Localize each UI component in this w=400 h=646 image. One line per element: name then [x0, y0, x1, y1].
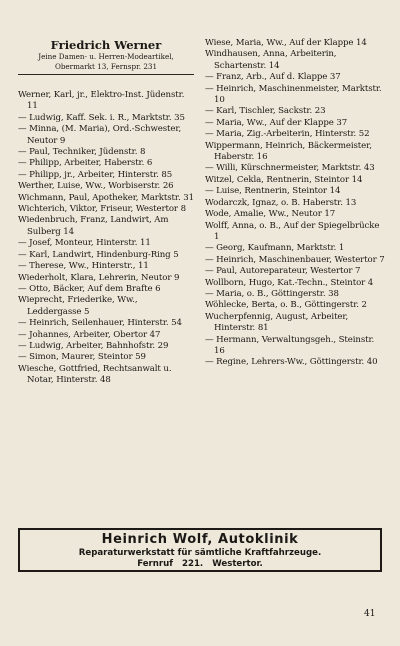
- right-column: [205, 38, 385, 369]
- directory-entry: Wolff, Anna, o. B., Auf der Spiegelbrücke 1: [205, 220, 380, 242]
- directory-entry: — Simon, Maurer, Steintor 59: [18, 352, 146, 363]
- directory-entry: — Regine, Lehrers-Ww., Göttingerstr. 40: [205, 357, 378, 368]
- directory-entry: Wode, Amalie, Ww., Neutor 17: [205, 209, 336, 220]
- directory-entry: Wodarczk, Ignaz, o. B. Haberstr. 13: [205, 197, 357, 208]
- directory-entry: — Maria, Ww., Auf der Klappe 37: [205, 117, 348, 128]
- directory-entry: Wiese, Maria, Ww., Auf der Klappe 14: [205, 38, 367, 48]
- directory-entry: Werther, Luise, Ww., Worbiserstr. 26: [18, 181, 174, 192]
- directory-entry: — Franz, Arb., Auf d. Klappe 37: [205, 72, 341, 83]
- directory-entry: — Heinrich, Seilenhauer, Hinterstr. 54: [18, 318, 182, 329]
- directory-entry: — Therese, Ww., Hinterstr., 11: [18, 261, 149, 272]
- directory-entry: — Georg, Kaufmann, Marktstr. 1: [205, 243, 345, 254]
- bottom-ad-line-2: [20, 559, 380, 570]
- directory-entry: — Karl, Tischler, Sackstr. 23: [205, 106, 326, 117]
- advertiser-line-1: Jeine Damen- u. Herren-Modeartikel,: [38, 52, 174, 61]
- directory-entry: — Hermann, Verwaltungsgeh., Steinstr. 16: [205, 334, 375, 356]
- directory-entry: Wucherpfennig, August, Arbeiter, Hinterstr. 81: [205, 311, 349, 334]
- directory-entry: — Karl, Landwirt, Hindenburg-Ring 5: [18, 249, 179, 260]
- directory-entry: Wöhlecke, Berta, o. B., Göttingerstr. 2: [205, 300, 367, 311]
- directory-entry: Wiesche, Gottfried, Rechtsanwalt u. Notar, Hinterstr. 48: [18, 363, 172, 386]
- directory-entry: — Heinrich, Maschinenmeister, Marktstr. 10: [205, 83, 382, 106]
- directory-entry: — Otto, Bäcker, Auf dem Brafte 6: [18, 283, 161, 294]
- directory-entry: — Ludwig, Kaff. Sek. i. R., Marktstr. 35: [18, 112, 185, 123]
- bottom-ad-address: Westertor.: [212, 559, 263, 569]
- page-number: 41: [364, 609, 376, 619]
- left-column: [18, 90, 194, 387]
- directory-entry: — Paul, Techniker, Jüdenstr. 8: [18, 147, 146, 158]
- directory-entry: Wippermann, Heinrich, Bäckermeister, Haberstr. 16: [205, 140, 372, 163]
- bottom-ad-title: Heinrich Wolf, Autoklinik: [101, 532, 299, 547]
- advertiser-name: Friedrich Werner: [50, 38, 162, 52]
- directory-entry: — Maria, Zig.-Arbeiterin, Hinterstr. 52: [205, 129, 370, 140]
- directory-entry: Wiederholt, Klara, Lehrerin, Neutor 9: [18, 272, 180, 283]
- bottom-ad-phone: Fernruf 221.: [137, 559, 204, 569]
- directory-entry: — Philipp, Arbeiter, Haberstr. 6: [18, 158, 153, 169]
- directory-entry: — Maria, o. B., Göttingerstr. 38: [205, 288, 339, 299]
- directory-entry: Wieprecht, Friederike, Ww., Leddergasse 5: [18, 295, 138, 317]
- directory-entry: — Willi, Kürschnermeister, Marktstr. 43: [205, 163, 375, 174]
- directory-entry: — Johannes, Arbeiter, Obertor 47: [18, 329, 161, 340]
- directory-entry: — Luise, Rentnerin, Steintor 14: [205, 186, 341, 197]
- directory-entry: Wichmann, Paul, Apotheker, Marktstr. 31: [18, 192, 194, 203]
- directory-entry: — Paul, Autoreparateur, Westertor 7: [205, 266, 361, 277]
- directory-entry: — Josef, Monteur, Hinterstr. 11: [18, 238, 151, 249]
- bottom-advertisement: [18, 528, 382, 572]
- directory-entry: Wollborn, Hugo, Kat.-Techn., Steintor 4: [205, 277, 374, 288]
- bottom-ad-line-1: Reparaturwerkstatt für sämtliche Kraftfahrzeuge.: [78, 548, 322, 558]
- directory-entry: — Heinrich, Maschinenbauer, Westertor 7: [205, 254, 385, 265]
- directory-entry: Windhausen, Anna, Arbeiterin, Schartenstr. 14: [205, 49, 337, 71]
- directory-entry: Witzel, Cekla, Rentnerin, Steintor 14: [205, 174, 363, 185]
- directory-entry: Wiedenbruch, Franz, Landwirt, Am Sulberg 14: [18, 215, 169, 237]
- divider: [18, 74, 194, 75]
- advertiser-line-2: Obermarkt 13, Fernspr. 231: [54, 61, 158, 71]
- directory-entry: — Philipp, jr., Arbeiter, Hinterstr. 85: [18, 169, 173, 180]
- directory-entry: Werner, Karl, jr., Elektro-Inst. Jüdenstr. 11: [18, 90, 185, 112]
- header-advertisement: [18, 39, 194, 78]
- directory-entry: Wichterich, Viktor, Friseur, Westertor 8: [18, 204, 186, 215]
- directory-entry: — Minna, (M. Maria), Ord.-Schwester, Neutor 9: [18, 124, 182, 146]
- directory-entry: — Ludwig, Arbeiter, Bahnhofstr. 29: [18, 340, 169, 351]
